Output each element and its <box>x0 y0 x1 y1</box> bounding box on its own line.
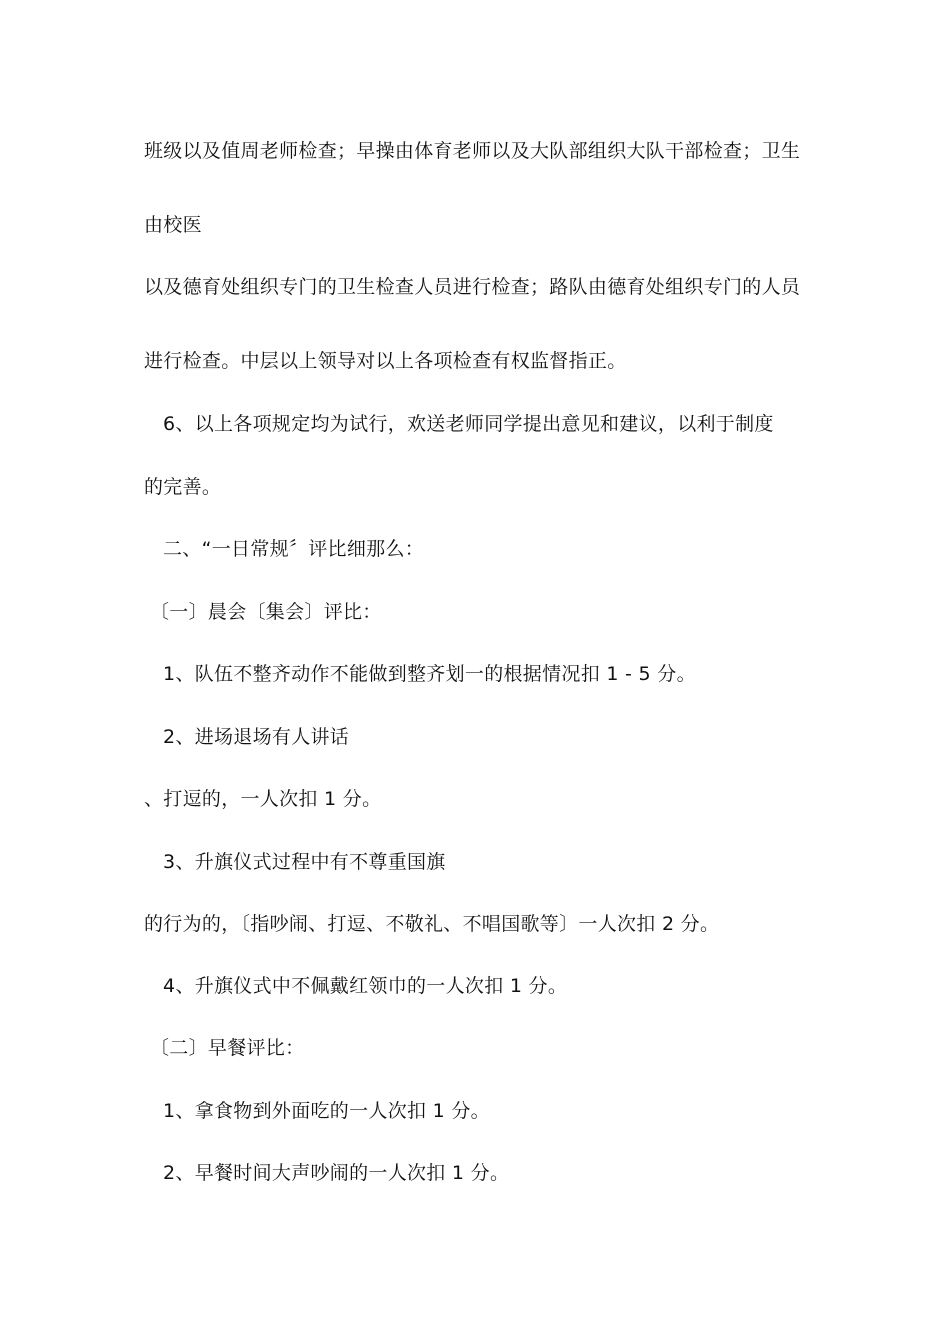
subsection-heading-1: 〔一〕晨会〔集会〕评比： <box>150 601 382 623</box>
text-line-continuation: 、打逗的，一人次扣 1 分。 <box>144 788 382 810</box>
text-line-2: 由校医 <box>144 214 202 236</box>
list-item: 1、队伍不整齐动作不能做到整齐划一的根据情况扣 1 - 5 分。 <box>163 663 696 685</box>
text-line-continuation: 的行为的，〔指吵闹、打逗、不敬礼、不唱国歌等〕一人次扣 2 分。 <box>144 913 720 935</box>
text-line-3: 以及德育处组织专门的卫生检查人员进行检查；路队由德育处组织专门的人员 <box>144 276 801 298</box>
list-item: 4、升旗仪式中不佩戴红领巾的一人次扣 1 分。 <box>163 975 568 997</box>
text-line-4: 进行检查。中层以上领导对以上各项检查有权监督指正。 <box>144 350 627 372</box>
text-line-6: 的完善。 <box>144 476 222 498</box>
text-line-5: 6、以上各项规定均为试行，欢送老师同学提出意见和建议，以利于制度 <box>163 413 774 435</box>
text-line-1: 班级以及值周老师检查；早操由体育老师以及大队部组织大队干部检查；卫生 <box>144 140 801 162</box>
list-item: 3、升旗仪式过程中有不尊重国旗 <box>163 851 446 873</box>
list-item: 1、拿食物到外面吃的一人次扣 1 分。 <box>163 1100 490 1122</box>
section-heading: 二、“一日常规〞评比细那么： <box>163 538 425 560</box>
list-item: 2、进场退场有人讲话 <box>163 726 350 748</box>
list-item: 2、早餐时间大声吵闹的一人次扣 1 分。 <box>163 1162 510 1184</box>
subsection-heading-2: 〔二〕早餐评比： <box>150 1037 305 1059</box>
